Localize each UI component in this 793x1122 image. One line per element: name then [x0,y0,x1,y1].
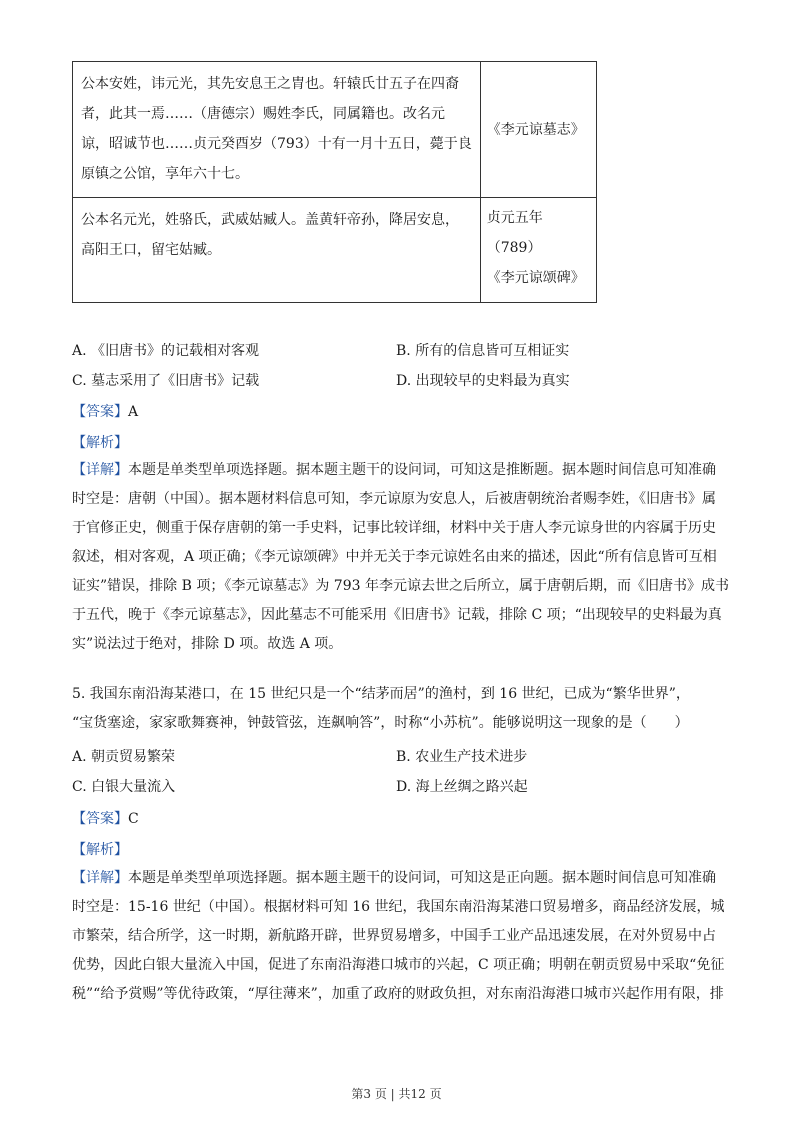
table-text-cell [73,198,481,303]
table-row [73,198,597,303]
answer-label: 【答案】 [72,811,128,827]
q5-analysis-label: 【解析】 [72,842,128,858]
q4-option-c: C. 墓志采用了《旧唐书》记载 [72,373,260,389]
table-text-line: 原镇之公馆，享年六十七。 [81,166,249,182]
detail-line-text: 本题是单类型单项选择题。据本题主题干的设问词，可知这是正向题。据本题时间信息可知准确 [128,870,716,886]
detail-line: 优势，因此白银大量流入中国，促进了东南沿海港口城市的兴起，C 项正确；明朝在朝贡贸易中采取“免征 [72,957,725,973]
q5-answer [72,808,139,828]
q5-option-d: D. 海上丝绸之路兴起 [396,779,528,795]
detail-line: 于五代，晚于《李元谅墓志》，因此墓志不可能采用《旧唐书》记载，排除 C 项；“出现较早的史料最为真 [72,607,722,623]
q4-option-d: D. 出现较早的史料最为真实 [396,373,570,389]
stem-line: 5. 我国东南沿海某港口，在 15 世纪只是一个“结茅而居”的渔村，到 16 世纪，已成为“繁华世界”， [72,686,690,702]
table-source-cell [480,62,596,198]
table-text-line: 高阳王口，留宅姑臧。 [81,242,221,258]
q4-answer [72,401,138,421]
table-source-line: 贞元五年 [486,210,543,226]
table-source-line: （789） [486,240,542,256]
detail-line: 时空是：唐朝（中国）。据本题材料信息可知，李元谅原为安息人，后被唐朝统治者赐李姓，《旧唐书》属 [72,491,716,507]
detail-line: 叙述，相对客观，A 项正确；《李元谅颂碑》中并无关于李元谅姓名由来的描述，因此“所有信息皆可互相 [72,549,717,565]
detail-line-text: 本题是单类型单项选择题。据本题主题干的设问词，可知这是推断题。据本题时间信息可知准确 [128,462,716,478]
source-table [72,61,597,303]
q5-option-b: B. 农业生产技术进步 [396,749,528,765]
q5-stem [72,680,722,738]
q5-option-c: C. 白银大量流入 [72,779,176,795]
table-text-line: 公本安姓，讳元光，其先安息王之胄也。轩辕氏廿五子在四裔 [81,76,459,92]
table-source-line: 《李元谅墓志》 [486,121,585,138]
detail-tag: 【详解】 [72,870,128,886]
answer-value: C [128,811,139,827]
page-footer: 第3 页 | 共12 页 [351,1087,442,1101]
detail-line: 时空是：15-16 世纪（中国）。根据材料可知 16 世纪，我国东南沿海某港口贸易增多，商品经济发展，城 [72,899,725,915]
q5-detail [72,864,725,1009]
table-source-cell [480,198,596,303]
answer-label: 【答案】 [72,404,128,420]
detail-line: 证实”错误，排除 B 项；《李元谅墓志》为 793 年李元谅去世之后所立，属于唐朝后期，而《旧唐书》成书 [72,578,729,594]
q4-option-a: A. 《旧唐书》的记载相对客观 [72,343,260,359]
detail-line [72,864,722,893]
q4-analysis-label: 【解析】 [72,435,128,451]
detail-line: 税”“给予赏赐”等优待政策，“厚往薄来”，加重了政府的财政负担，对东南沿海港口城市兴起作用有限，排 [72,986,724,1002]
table-text-line: 公本名元光，姓骆氏，武威姑臧人。盖黄轩帝孙，降居安息， [81,212,459,228]
detail-line: 实”说法过于绝对，排除 D 项。故选 A 项。 [72,636,343,652]
stem-line: “宝货塞途，家家歌舞赛神，钟鼓管弦，连飙响答”，时称“小苏杭”。能够说明这一现象的是（ ） [72,715,689,731]
q4-detail [72,456,729,659]
q5-option-a: A. 朝贡贸易繁荣 [72,749,176,765]
table-text-cell [73,62,481,198]
detail-tag: 【详解】 [72,462,128,478]
detail-line: 于官修正史，侧重于保存唐朝的第一手史料，记事比较详细，材料中关于唐人李元谅身世的内容属于历史 [72,520,716,536]
q4-option-b: B. 所有的信息皆可互相证实 [396,343,570,359]
answer-value: A [128,404,139,420]
table-text-line: 谅，昭诚节也……贞元癸酉岁（793）十有一月十五日，薨于良 [81,136,472,152]
table-row [73,62,597,198]
table-text-line: 者，此其一焉……（唐德宗）赐姓李氏，同属籍也。改名元 [81,106,445,122]
detail-line [72,456,722,485]
table-source-line: 《李元谅颂碑》 [486,270,585,286]
detail-line: 市繁荣，结合所学，这一时期，新航路开辟，世界贸易增多，中国手工业产品迅速发展，在对外贸易中占 [72,928,716,944]
